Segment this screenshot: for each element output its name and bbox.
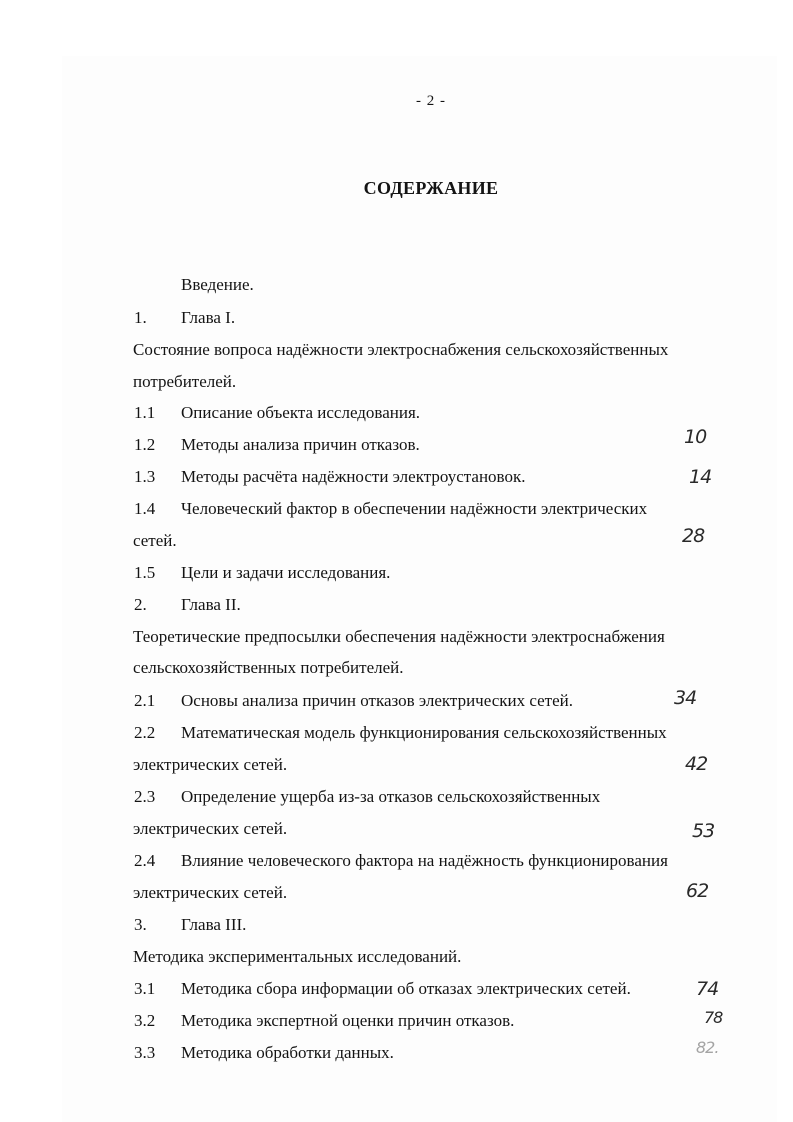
toc-entry-number: 2.3 (134, 787, 156, 806)
toc-entry-text: Методика сбора информации об отказах электрических сетей. (181, 979, 631, 998)
page-title: СОДЕРЖАНИЕ (363, 178, 499, 198)
toc-entry-text: электрических сетей. (133, 819, 288, 838)
page-number: - 2 - (416, 93, 446, 109)
toc-entry-number: 1.4 (134, 499, 156, 518)
toc-entry-text: Основы анализа причин отказов электрических сетей. (181, 691, 573, 710)
toc-entry-number: 2.4 (134, 851, 156, 870)
toc-entry-number: 3.3 (134, 1043, 156, 1062)
handwritten-page-number: 62 (686, 880, 709, 902)
toc-entry-text: Глава II. (181, 595, 241, 614)
toc-entry-text: Глава I. (181, 308, 236, 327)
toc-entry-text: Методика экспертной оценки причин отказов. (181, 1011, 515, 1030)
handwritten-page-number: 82. (696, 1038, 719, 1057)
toc-entry-text: электрических сетей. (133, 883, 288, 902)
toc-entry-text: Состояние вопроса надёжности электроснабжения сельскохозяйственных (133, 340, 669, 359)
toc-entry-text: Цели и задачи исследования. (181, 563, 391, 582)
toc-entry-number: 2. (134, 595, 147, 614)
handwritten-page-number: 10 (684, 426, 707, 448)
toc-entry-text: сетей. (133, 531, 177, 550)
toc-entry-number: 1.2 (134, 435, 156, 454)
handwritten-page-number: 14 (689, 466, 712, 488)
toc-entry-number: 1.1 (134, 403, 156, 422)
toc-entry-text: сельскохозяйственных потребителей. (133, 658, 404, 677)
toc-entry-text: Введение. (181, 275, 254, 294)
handwritten-page-number: 78 (704, 1008, 723, 1027)
toc-entry-text: Методика экспериментальных исследований. (133, 947, 462, 966)
toc-entry-number: 1.3 (134, 467, 156, 486)
toc-entry-text: Математическая модель функционирования сельскохозяйственных (181, 723, 667, 742)
toc-entry-text: Влияние человеческого фактора на надёжность функционирования (181, 851, 668, 870)
toc-entry-number: 1.5 (134, 563, 156, 582)
toc-entry-text: Человеческий фактор в обеспечении надёжности электрических (181, 499, 648, 518)
handwritten-page-number: 34 (674, 687, 697, 709)
toc-entry-number: 1. (134, 308, 147, 327)
toc-entry-number: 3.1 (134, 979, 156, 998)
toc-entry-number: 2.1 (134, 691, 156, 710)
toc-entry-text: Глава III. (181, 915, 247, 934)
toc-entry-number: 2.2 (134, 723, 156, 742)
toc-entry-number: 3. (134, 915, 147, 934)
handwritten-page-number: 28 (682, 525, 705, 547)
toc-entry-number: 3.2 (134, 1011, 156, 1030)
handwritten-page-number: 42 (685, 753, 708, 775)
toc-entry-text: потребителей. (133, 372, 237, 391)
handwritten-page-number: 74 (696, 978, 719, 1000)
toc-entry-text: Методика обработки данных. (181, 1043, 394, 1062)
toc-entry-text: Определение ущерба из-за отказов сельскохозяйственных (181, 787, 601, 806)
toc-entry-text: электрических сетей. (133, 755, 288, 774)
handwritten-page-number: 53 (692, 820, 715, 842)
toc-entry-text: Методы анализа причин отказов. (181, 435, 420, 454)
toc-entry-text: Теоретические предпосылки обеспечения надёжности электроснабжения (133, 627, 665, 646)
toc-entry-text: Методы расчёта надёжности электроустановок. (181, 467, 526, 486)
toc-entry-text: Описание объекта исследования. (181, 403, 421, 422)
